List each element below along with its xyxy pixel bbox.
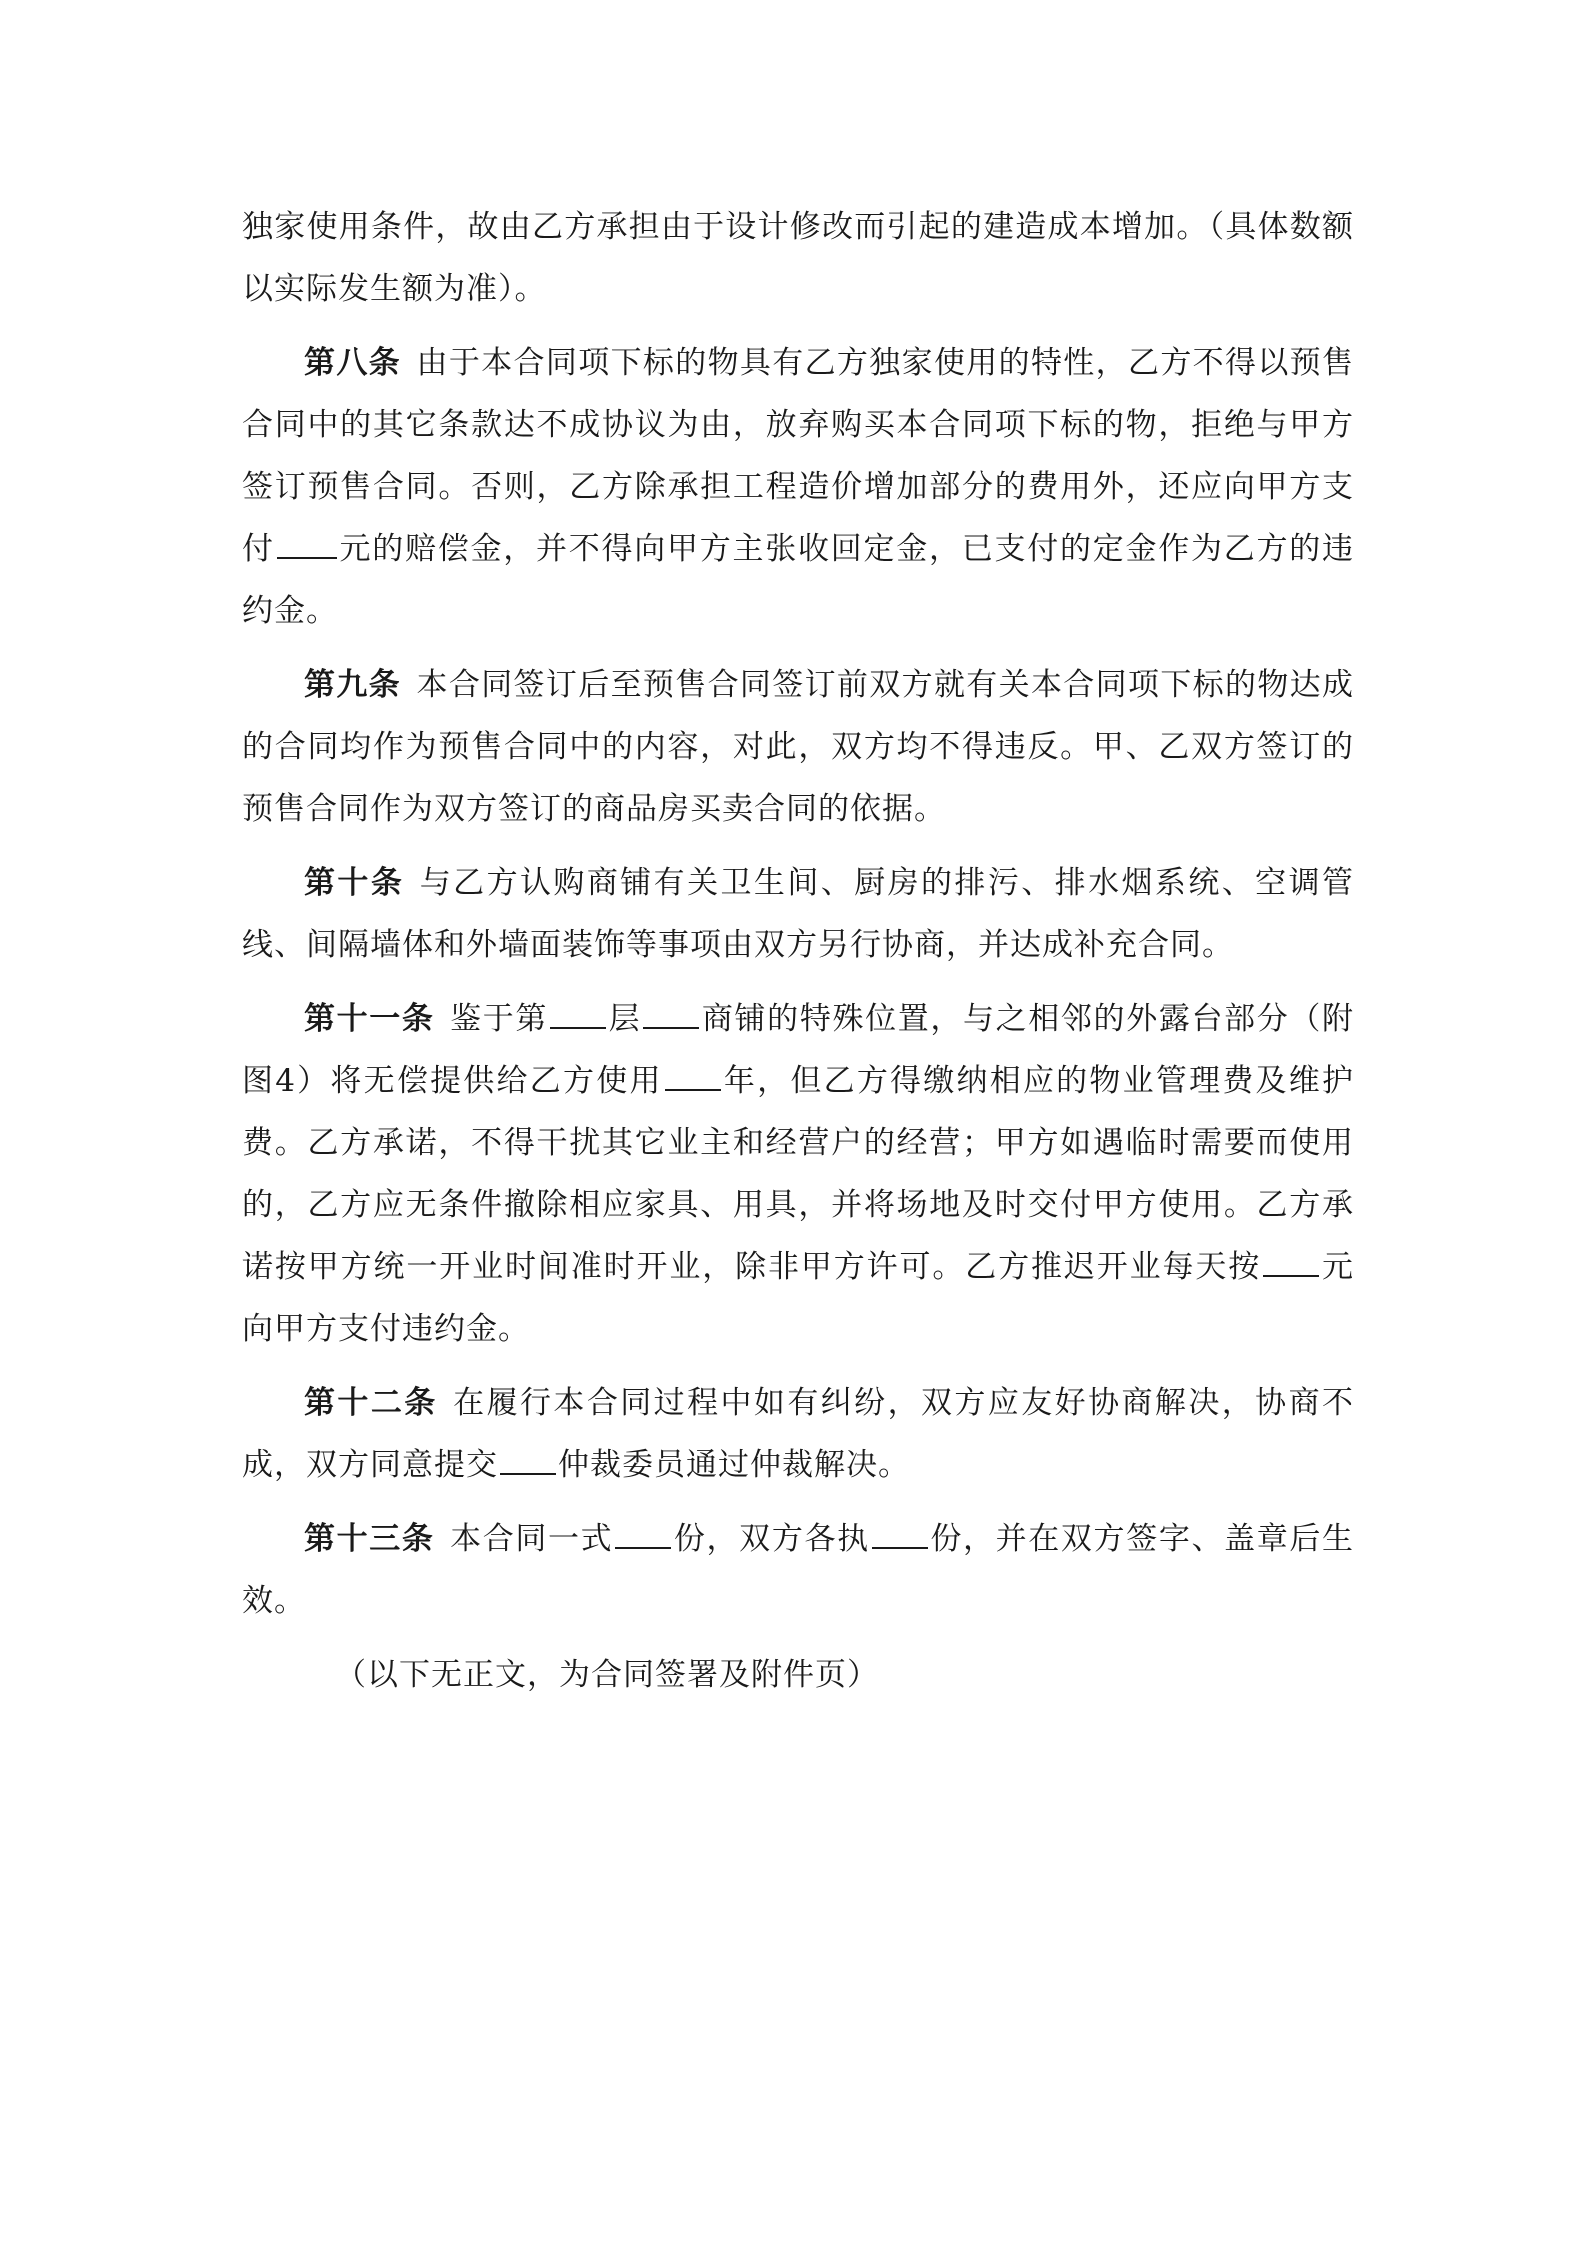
- article-13-label: 第十三条: [304, 1521, 435, 1557]
- end-note: [242, 1644, 1354, 1706]
- article-12-text-1: 在履行本合同过程中如有纠纷，双方应友好协商解决，协商不成，双方同意提交: [242, 1385, 1355, 1483]
- article-11-text-5: 元向甲方支付违约金。: [242, 1249, 1354, 1347]
- usage-years-blank[interactable]: [665, 1055, 721, 1091]
- article-12: [242, 1372, 1354, 1496]
- daily-penalty-blank[interactable]: [1263, 1241, 1319, 1277]
- article-13-text-3: 份，并在双方签字、盖章后生效。: [242, 1521, 1355, 1619]
- total-copies-blank[interactable]: [615, 1513, 671, 1549]
- article-11: [242, 988, 1354, 1360]
- article-11-text-3: 商铺的特殊位置，与之相邻的外露台部分（附图4）将无偿提供给乙方使用: [242, 1001, 1355, 1099]
- end-note-text: （以下无正文，为合同签署及附件页）: [335, 1657, 879, 1693]
- article-11-text-1: 鉴于第: [450, 1001, 548, 1037]
- article-10-text: 与乙方认购商铺有关卫生间、厨房的排污、排水烟系统、空调管线、间隔墙体和外墙面装饰等事项由双方另行协商，并达成补充合同。: [242, 865, 1354, 963]
- document-body: [242, 196, 1354, 1718]
- article-13-text-1: 本合同一式: [450, 1521, 614, 1557]
- article-9: [242, 654, 1354, 840]
- article-10: [242, 852, 1354, 976]
- article-13: [242, 1508, 1354, 1632]
- article-8-label: 第八条: [304, 345, 402, 381]
- arbitration-committee-blank[interactable]: [500, 1439, 556, 1475]
- article-10-label: 第十条: [304, 865, 405, 901]
- compensation-amount-blank[interactable]: [277, 523, 337, 559]
- continuation-text: 独家使用条件，故由乙方承担由于设计修改而引起的建造成本增加。（具体数额以实际发生额为准）。: [242, 209, 1354, 307]
- article-12-label: 第十二条: [304, 1385, 438, 1421]
- article-11-text-2: 层: [607, 1001, 642, 1037]
- article-11-text-4: 年，但乙方得缴纳相应的物业管理费及维护费。乙方承诺，不得干扰其它业主和经营户的经营；甲方如遇临时需要而使用的，乙方应无条件撤除相应家具、用具，并将场地及时交付甲方使用。乙方承诺按甲方统一开业时间准时开业，除非甲方许可。乙方推迟开业每天按: [242, 1063, 1354, 1285]
- article-9-label: 第九条: [304, 667, 402, 703]
- article-12-text-2: 仲裁委员通过仲裁解决。: [558, 1447, 910, 1483]
- floor-number-blank[interactable]: [550, 993, 606, 1029]
- article-13-text-2: 份，双方各执: [673, 1521, 870, 1557]
- article-8-text-1: 由于本合同项下标的物具有乙方独家使用的特性，乙方不得以预售合同中的其它条款达不成协议为由，放弃购买本合同项下标的物，拒绝与甲方签订预售合同。否则，乙方除承担工程造价增加部分的费用外，还应向甲方支付: [242, 345, 1355, 567]
- article-9-text: 本合同签订后至预售合同签订前双方就有关本合同项下标的物达成的合同均作为预售合同中的内容，对此，双方均不得违反。甲、乙双方签订的预售合同作为双方签订的商品房买卖合同的依据。: [242, 667, 1355, 827]
- article-8: [242, 332, 1354, 642]
- shop-number-blank[interactable]: [643, 993, 699, 1029]
- article-11-label: 第十一条: [304, 1001, 435, 1037]
- copies-each-blank[interactable]: [872, 1513, 928, 1549]
- article-8-text-2: 元的赔偿金，并不得向甲方主张收回定金，已支付的定金作为乙方的违约金。: [242, 531, 1354, 629]
- continuation-paragraph: [242, 196, 1354, 320]
